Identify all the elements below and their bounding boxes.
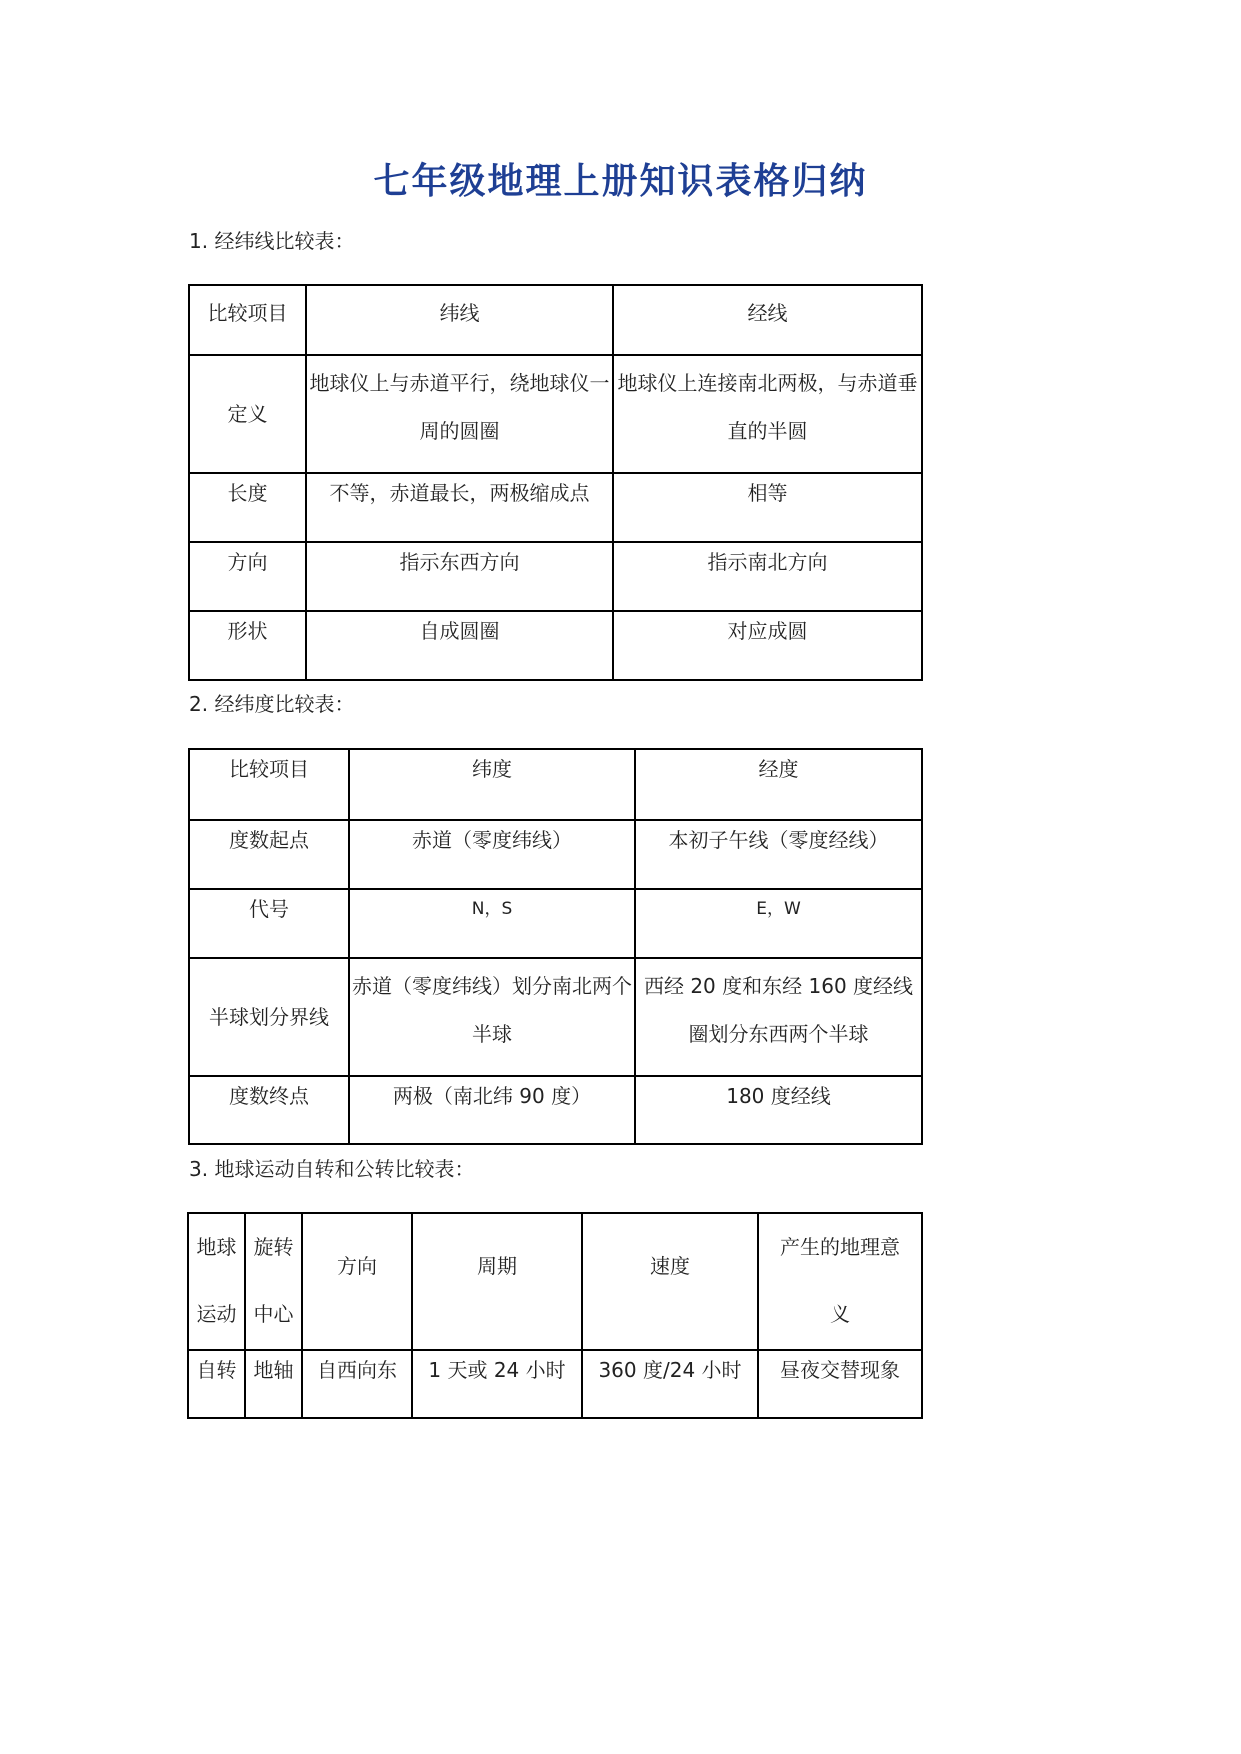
table-cell: 赤道（零度纬线）划分南北两个半球 xyxy=(349,958,635,1076)
header-cell: 经线 xyxy=(613,285,922,355)
table-cell: 相等 xyxy=(613,473,922,542)
row-label: 形状 xyxy=(189,611,306,680)
header-cell: 纬线 xyxy=(306,285,613,355)
row-label: 定义 xyxy=(189,355,306,473)
table-row xyxy=(189,1076,922,1144)
section-2-heading: 2. 经纬度比较表： xyxy=(189,692,355,716)
table-cell: 两极（南北纬 90 度） xyxy=(349,1076,635,1144)
table-row xyxy=(189,542,922,611)
page-title: 七年级地理上册知识表格归纳 xyxy=(373,160,868,202)
section-3-heading: 3. 地球运动自转和公转比较表： xyxy=(189,1157,475,1181)
table-header-row xyxy=(188,1213,922,1350)
table-cell: 本初子午线（零度经线） xyxy=(635,820,922,889)
table-cell: E，W xyxy=(635,889,922,958)
header-cell: 比较项目 xyxy=(189,285,306,355)
table-row xyxy=(189,611,922,680)
row-label: 度数起点 xyxy=(189,820,349,889)
table-row xyxy=(189,889,922,958)
table-row xyxy=(188,1350,922,1418)
table-cell: 对应成圆 xyxy=(613,611,922,680)
table-row xyxy=(189,820,922,889)
table-cell: 地轴 xyxy=(245,1350,302,1418)
row-label: 度数终点 xyxy=(189,1076,349,1144)
lat-lon-lines-table xyxy=(188,284,923,681)
section-1-heading: 1. 经纬线比较表： xyxy=(189,229,355,253)
lat-lon-degree-table xyxy=(188,748,923,1145)
table-cell: 地球仪上与赤道平行，绕地球仪一周的圆圈 xyxy=(306,355,613,473)
table-cell: N，S xyxy=(349,889,635,958)
header-cell: 周期 xyxy=(412,1213,582,1350)
header-cell: 速度 xyxy=(582,1213,758,1350)
header-cell: 经度 xyxy=(635,749,922,820)
table-cell: 地球仪上连接南北两极，与赤道垂直的半圆 xyxy=(613,355,922,473)
table-header-row xyxy=(189,749,922,820)
table-cell: 西经 20 度和东经 160 度经线圈划分东西两个半球 xyxy=(635,958,922,1076)
header-cell: 地球运动 xyxy=(188,1213,245,1350)
table-cell: 自西向东 xyxy=(302,1350,412,1418)
table-cell: 指示南北方向 xyxy=(613,542,922,611)
table-cell: 自转 xyxy=(188,1350,245,1418)
table-cell: 自成圆圈 xyxy=(306,611,613,680)
row-label: 半球划分界线 xyxy=(189,958,349,1076)
table-row xyxy=(189,473,922,542)
table-row xyxy=(189,355,922,473)
table-cell: 360 度/24 小时 xyxy=(582,1350,758,1418)
row-label: 方向 xyxy=(189,542,306,611)
row-label: 长度 xyxy=(189,473,306,542)
table-row xyxy=(189,958,922,1076)
header-cell: 产生的地理意义 xyxy=(758,1213,922,1350)
header-cell: 比较项目 xyxy=(189,749,349,820)
earth-motion-table xyxy=(187,1212,923,1419)
table-cell: 180 度经线 xyxy=(635,1076,922,1144)
header-cell: 纬度 xyxy=(349,749,635,820)
table-header-row xyxy=(189,285,922,355)
row-label: 代号 xyxy=(189,889,349,958)
header-cell: 方向 xyxy=(302,1213,412,1350)
table-cell: 昼夜交替现象 xyxy=(758,1350,922,1418)
table-cell: 赤道（零度纬线） xyxy=(349,820,635,889)
table-cell: 指示东西方向 xyxy=(306,542,613,611)
header-cell: 旋转中心 xyxy=(245,1213,302,1350)
table-cell: 不等，赤道最长，两极缩成点 xyxy=(306,473,613,542)
table-cell: 1 天或 24 小时 xyxy=(412,1350,582,1418)
